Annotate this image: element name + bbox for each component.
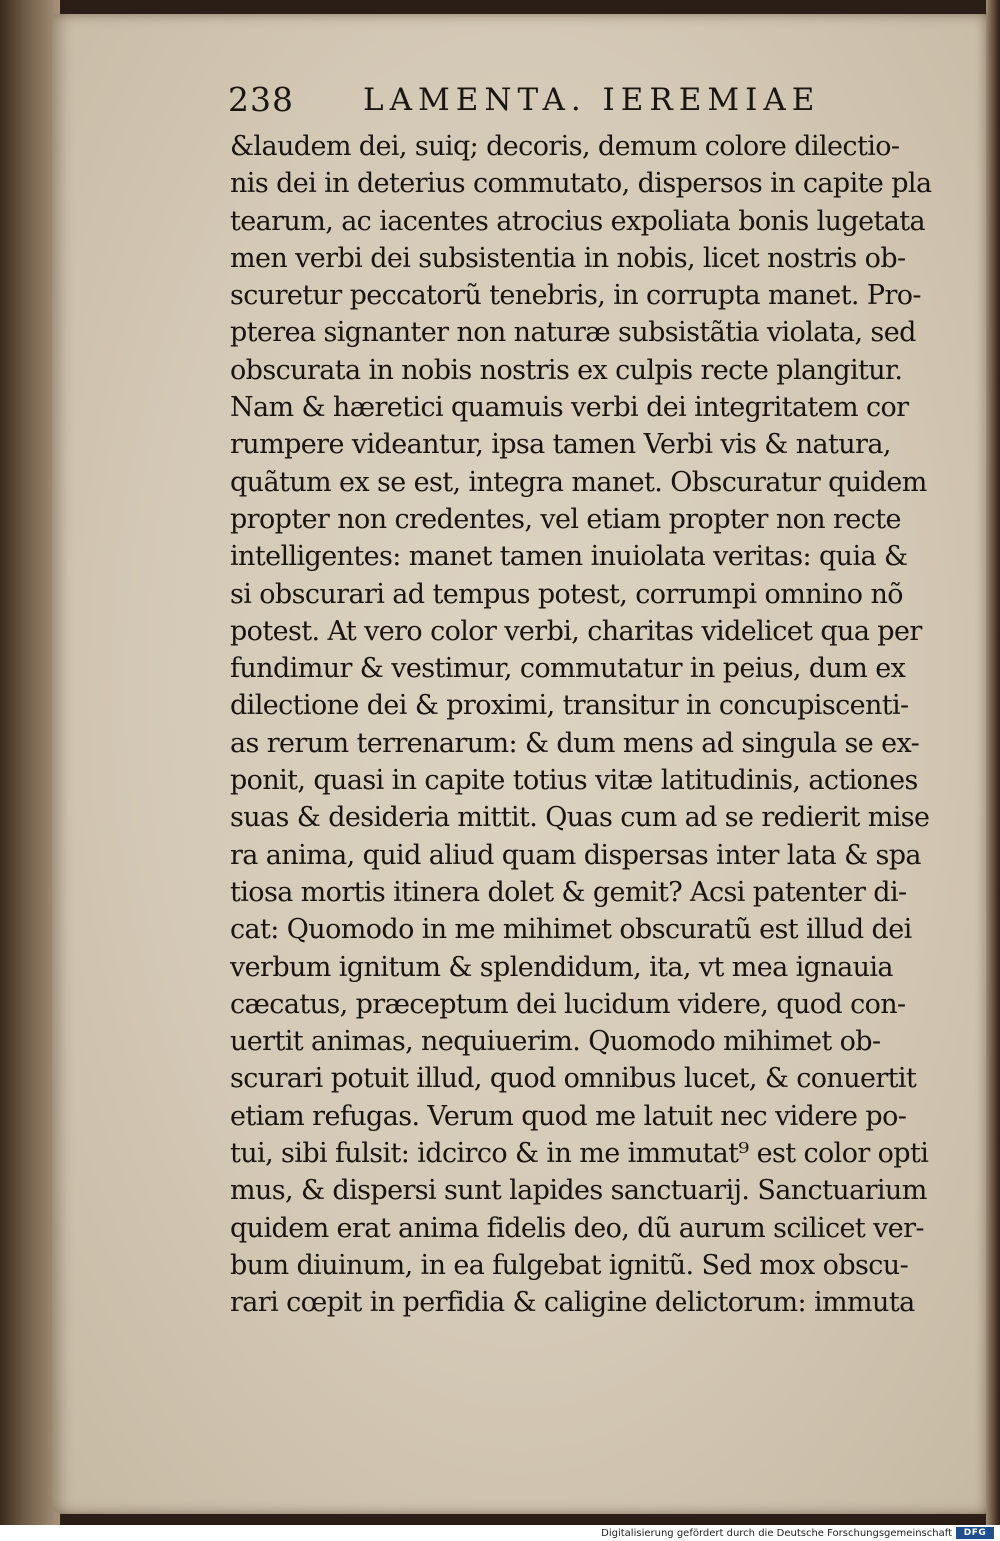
text-line: etiam refugas. Verum quod me latuit nec videre po- (230, 1100, 907, 1132)
text-line: ponit, quasi in capite totius vitæ latitudinis, actiones (230, 765, 918, 797)
text-line: verbum ignitum & splendidum, ita, vt mea ignauia (230, 951, 893, 983)
text-line: suas & desideria mittit. Quas cum ad se redierit mise (230, 802, 930, 834)
text-line: dilectione dei & proximi, transitur in concupiscenti- (230, 690, 909, 722)
text-line: ra anima, quid aliud quam dispersas inter lata & spa (230, 839, 921, 871)
text-line: tiosa mortis itinera dolet & gemit? Acsi patenter di- (230, 876, 907, 908)
text-line: tui, sibi fulsit: idcirco & in me immutat⁹ est color opti (230, 1138, 929, 1170)
text-line: rumpere videantur, ipsa tamen Verbi vis & natura, (230, 429, 891, 461)
text-line: rari cœpit in perfidia & caligine delictorum: immuta (230, 1287, 915, 1319)
text-line: obscurata in nobis nostris ex culpis recte plangitur. (230, 354, 903, 386)
text-line: Nam & hæretici quamuis verbi dei integritatem cor (230, 392, 909, 424)
running-title: LAMENTA. IEREMIAE (363, 82, 821, 118)
text-line: potest. At vero color verbi, charitas videlicet qua per (230, 615, 922, 647)
page-number: 238 (228, 80, 294, 119)
text-line: propter non credentes, vel etiam propter non recte (230, 503, 901, 535)
text-line: cæcatus, præceptum dei lucidum videre, quod con- (230, 988, 906, 1020)
book-binding-edge (0, 0, 60, 1525)
text-line: tearum, ac iacentes atrocius expoliata bonis lugetata (230, 205, 925, 237)
text-line: bum diuinum, in ea fulgebat ignitũ. Sed mox obscu- (230, 1249, 909, 1281)
body-text (230, 128, 950, 1322)
page-header (228, 80, 848, 124)
funding-credit: Digitalisierung gefördert durch die Deutsche Forschungsgemeinschaft (601, 1528, 952, 1539)
text-line: &laudem dei, suiq; decoris, demum colore dilectio- (230, 131, 900, 162)
text-line: cat: Quomodo in me mihimet obscuratũ est illud dei (230, 914, 912, 946)
text-line: scuretur peccatorũ tenebris, in corrupta manet. Pro- (230, 280, 921, 312)
text-line: fundimur & vestimur, commutatur in peius, dum ex (230, 653, 906, 685)
text-line: scurari potuit illud, quod omnibus lucet, & conuertit (230, 1063, 917, 1095)
text-line: nis dei in deterius commutato, dispersos in capite pla (230, 168, 932, 200)
text-line: mus, & dispersi sunt lapides sanctuarij. Sanctuarium (230, 1175, 927, 1207)
dfg-logo: DFG (956, 1527, 994, 1539)
text-line: uertit animas, nequiuerim. Quomodo mihimet ob- (230, 1026, 881, 1058)
text-line: men verbi dei subsistentia in nobis, licet nostris ob- (230, 242, 906, 274)
text-line: quidem erat anima fidelis deo, dũ aurum scilicet ver- (230, 1212, 924, 1244)
text-line: si obscurari ad tempus potest, corrumpi omnino nõ (230, 578, 903, 610)
text-line: intelligentes: manet tamen inuiolata veritas: quia & (230, 541, 908, 573)
text-line: as rerum terrenarum: & dum mens ad singula se ex- (230, 727, 920, 759)
book-fore-edge (986, 0, 1000, 1525)
text-line: quãtum ex se est, integra manet. Obscuratur quidem (230, 466, 927, 498)
text-line: pterea signanter non naturæ subsistãtia violata, sed (230, 317, 916, 349)
